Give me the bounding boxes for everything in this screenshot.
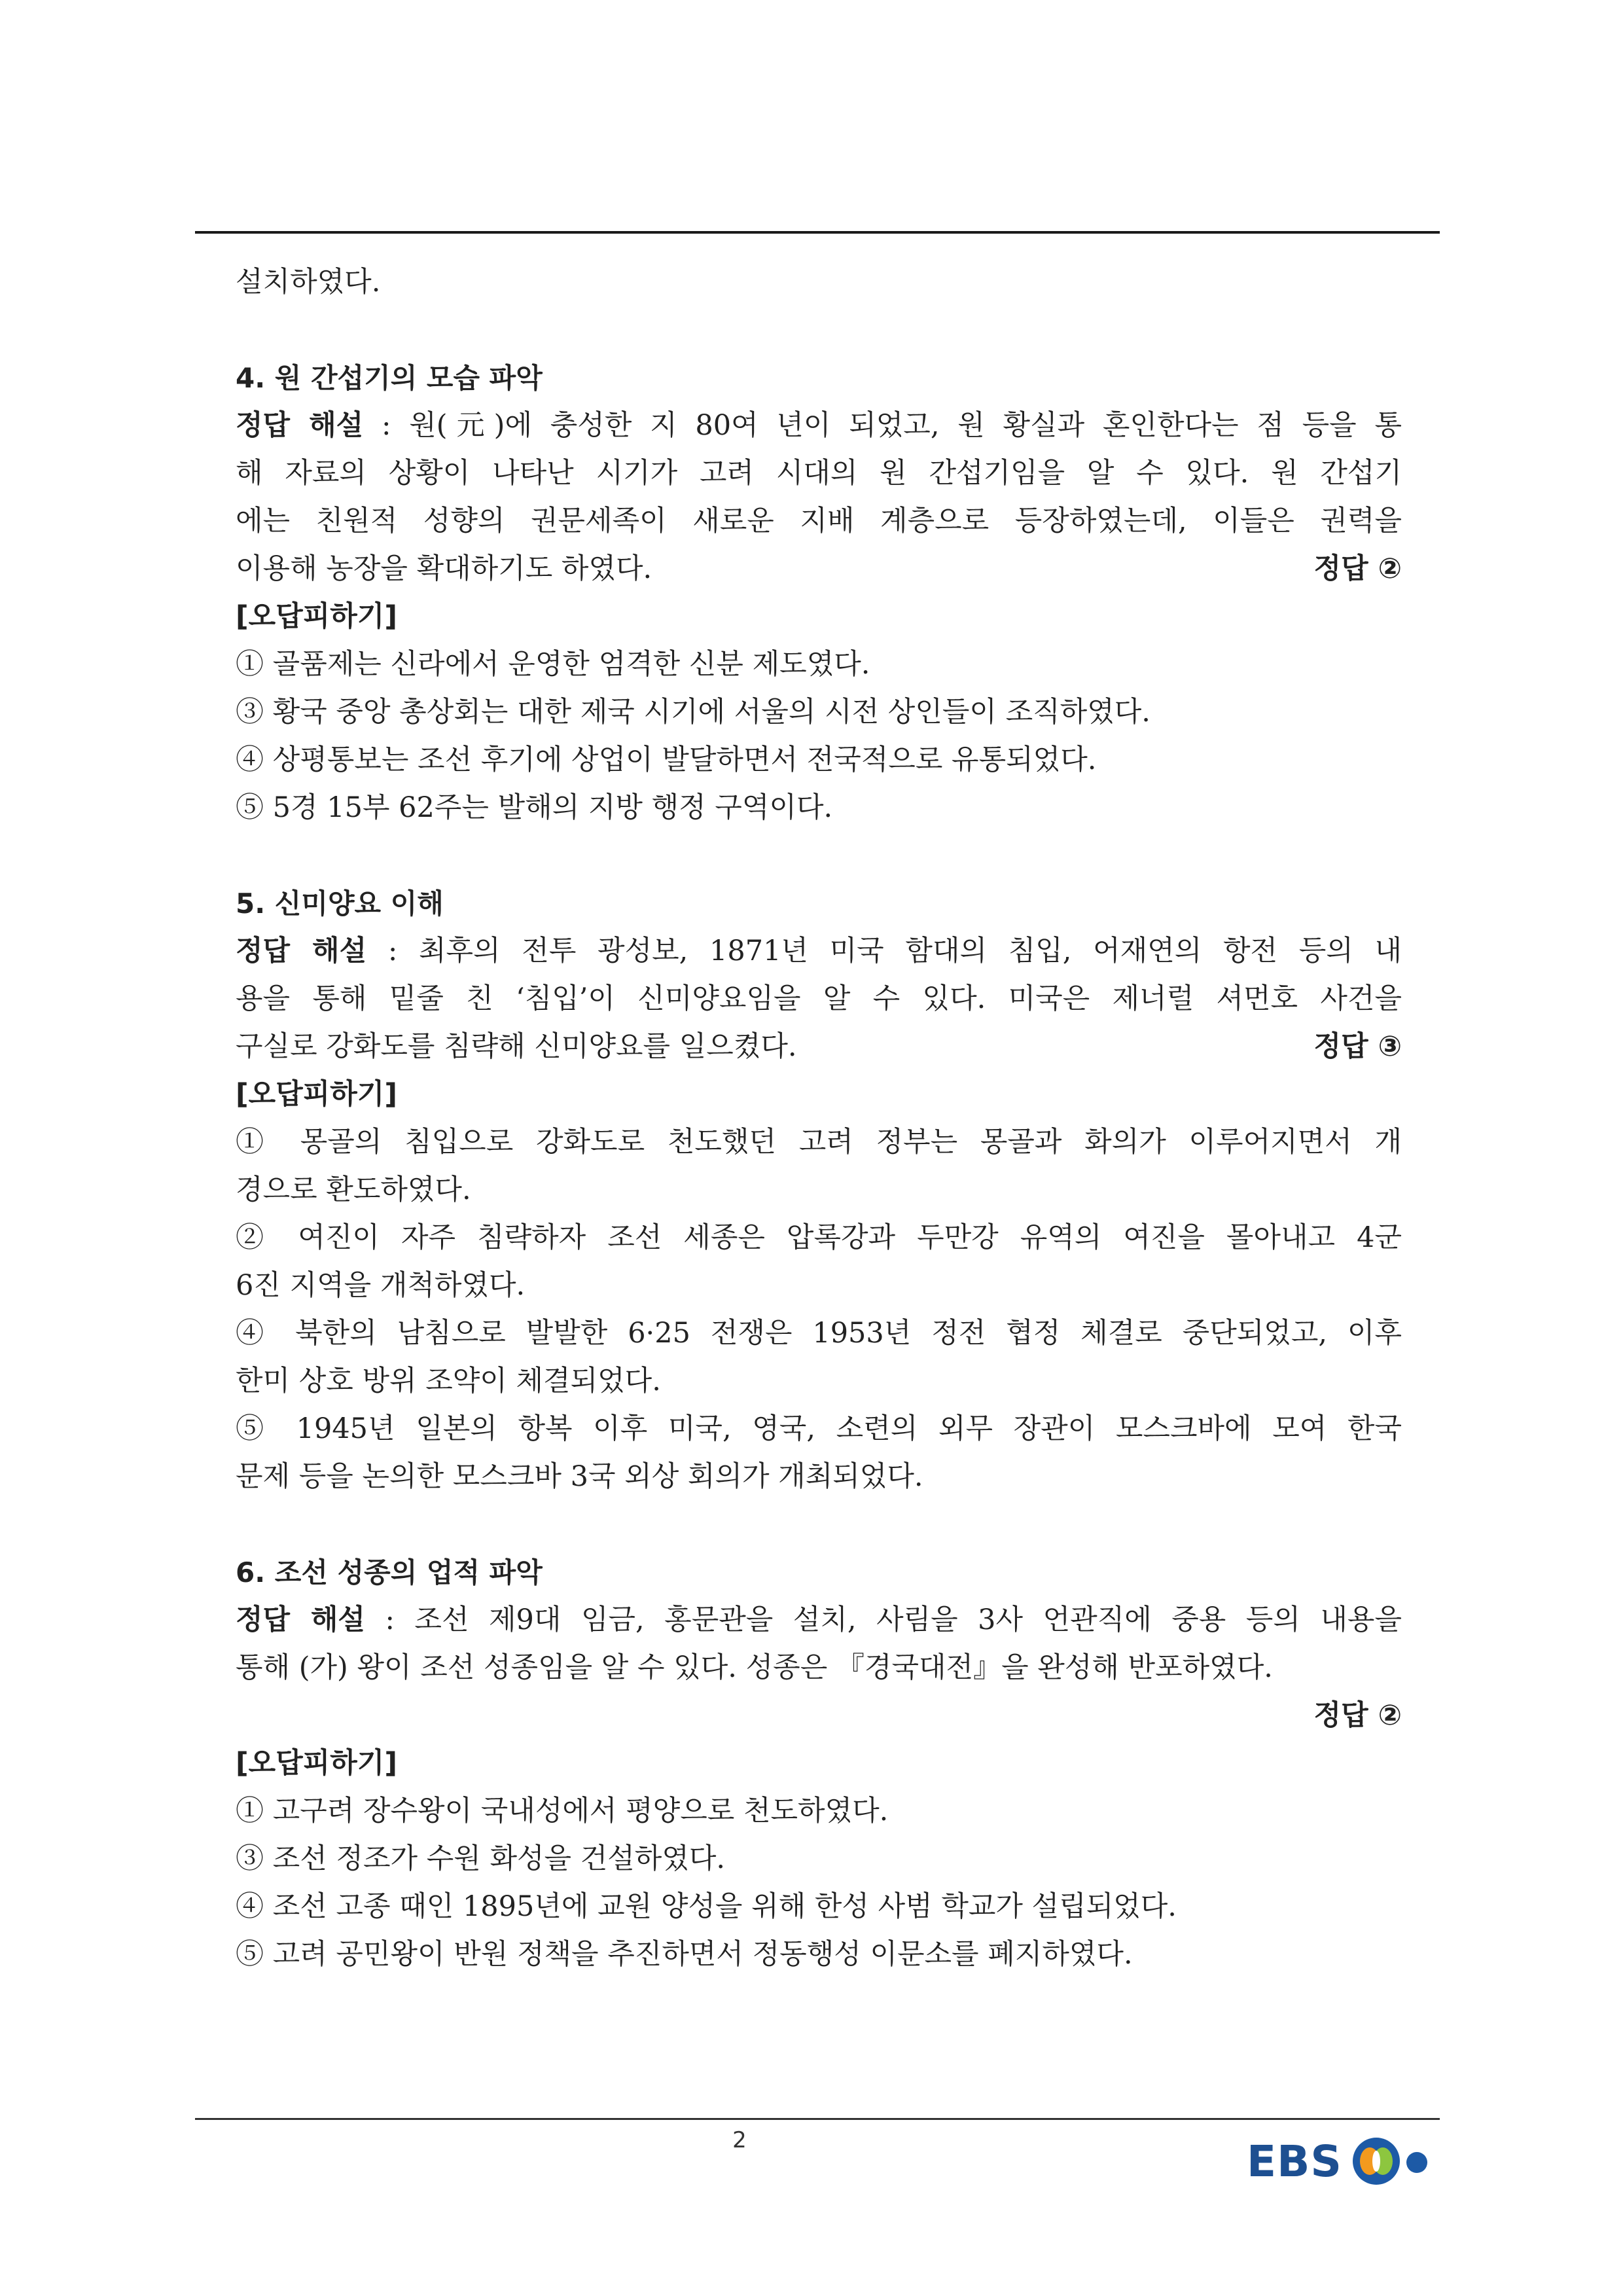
header-rule <box>195 231 1440 234</box>
section-4-line-4: 이용해 농장을 확대하기도 하였다. 정답 ② <box>236 545 1402 593</box>
section-4-line-3: 에는 친원적 성향의 권문세족이 새로운 지배 계층으로 등장하였는데, 이들은 권력을 <box>236 505 1402 537</box>
section-5-answer: 정답 ③ <box>1313 1030 1402 1063</box>
section-6-wrong-4: ④ 조선 고종 때인 1895년에 교원 양성을 위해 한성 사범 학교가 설립되었다. <box>236 1890 1177 1923</box>
section-5-heading: 5. 신미양요 이해 <box>236 888 444 920</box>
answer-explanation-label: 정답 해설 <box>236 935 367 967</box>
section-3-tail: 설치하였다. <box>236 266 381 298</box>
section-4-wrong-5: ⑤ 5경 15부 62주는 발해의 지방 행정 구역이다. <box>236 791 833 824</box>
ebs-logo-mark-icon <box>1342 2135 1473 2187</box>
section-5-wrong-2a: ② 여진이 자주 침략하자 조선 세종은 압록강과 두만강 유역의 여진을 몰아내고 4군 <box>236 1221 1402 1254</box>
section-4-heading: 4. 원 간섭기의 모습 파악 <box>236 362 543 394</box>
answer-explanation-label: 정답 해설 <box>236 1604 365 1636</box>
ebs-logo <box>1247 2135 1473 2187</box>
section-4-wrong-1: ① 골품제는 신라에서 운영한 엄격한 신분 제도였다. <box>236 648 870 681</box>
section-5-line-3: 구실로 강화도를 침략해 신미양요를 일으켰다. 정답 ③ <box>236 1023 1402 1071</box>
section-5-wrong-4a: ④ 북한의 남침으로 발발한 6·25 전쟁은 1953년 정전 협정 체결로 중단되었고, 이후 <box>236 1317 1402 1350</box>
section-4-line-2: 해 자료의 상황이 나타난 시기가 고려 시대의 원 간섭기임을 알 수 있다. 원 간섭기 <box>236 457 1402 490</box>
section-6-wrong-label: [오답피하기] <box>236 1747 397 1780</box>
section-6-wrong-1: ① 고구려 장수왕이 국내성에서 평양으로 천도하였다. <box>236 1795 889 1827</box>
section-5-wrong-label: [오답피하기] <box>236 1078 397 1111</box>
section-4-wrong-4: ④ 상평통보는 조선 후기에 상업이 발달하면서 전국적으로 유통되었다. <box>236 744 1097 776</box>
ebs-logo-text: EBS <box>1247 2136 1342 2187</box>
section-6-answer: 정답 ② <box>1313 1699 1402 1732</box>
section-5-wrong-1b: 경으로 환도하였다. <box>236 1174 471 1206</box>
section-6-line-2: 통해 (가) 왕이 조선 성종임을 알 수 있다. 성종은 『경국대전』을 완성해 반포하였다. <box>236 1651 1273 1684</box>
section-5-wrong-4b: 한미 상호 방위 조약이 체결되었다. <box>236 1365 661 1397</box>
section-4-line-1: 정답 해설 : 원(元)에 충성한 지 80여 년이 되었고, 원 황실과 혼인한다는 점 등을 통 <box>236 409 1402 442</box>
section-6-line-1: 정답 해설 : 조선 제9대 임금, 홍문관을 설치, 사림을 3사 언관직에 중용 등의 내용을 <box>236 1604 1402 1636</box>
document-body <box>236 259 1402 1979</box>
section-4-answer: 정답 ② <box>1313 552 1402 585</box>
footer-rule <box>195 2118 1440 2120</box>
section-5-line-2: 용을 통해 밑줄 친 ‘침입’이 신미양요임을 알 수 있다. 미국은 제너럴 셔먼호 사건을 <box>236 982 1402 1015</box>
page-number: 2 <box>732 2127 747 2153</box>
section-4-wrong-3: ③ 황국 중앙 총상회는 대한 제국 시기에 서울의 시전 상인들이 조직하였다. <box>236 696 1150 728</box>
section-5-wrong-1a: ① 몽골의 침입으로 강화도로 천도했던 고려 정부는 몽골과 화의가 이루어지면서 개 <box>236 1126 1402 1158</box>
section-4-wrong-label: [오답피하기] <box>236 600 397 633</box>
section-5-line-1: 정답 해설 : 최후의 전투 광성보, 1871년 미국 함대의 침입, 어재연의 항전 등의 내 <box>236 935 1402 967</box>
section-5-wrong-5b: 문제 등을 논의한 모스크바 3국 외상 회의가 개최되었다. <box>236 1460 923 1493</box>
section-5-wrong-2b: 6진 지역을 개척하였다. <box>236 1269 526 1302</box>
section-6-wrong-5: ⑤ 고려 공민왕이 반원 정책을 추진하면서 정동행성 이문소를 폐지하였다. <box>236 1938 1133 1971</box>
section-6-heading: 6. 조선 성종의 업적 파악 <box>236 1556 543 1588</box>
section-5-wrong-5a: ⑤ 1945년 일본의 항복 이후 미국, 영국, 소련의 외무 장관이 모스크바에 모여 한국 <box>236 1412 1402 1445</box>
section-6-wrong-3: ③ 조선 정조가 수원 화성을 건설하였다. <box>236 1842 726 1875</box>
answer-explanation-label: 정답 해설 <box>236 409 364 442</box>
